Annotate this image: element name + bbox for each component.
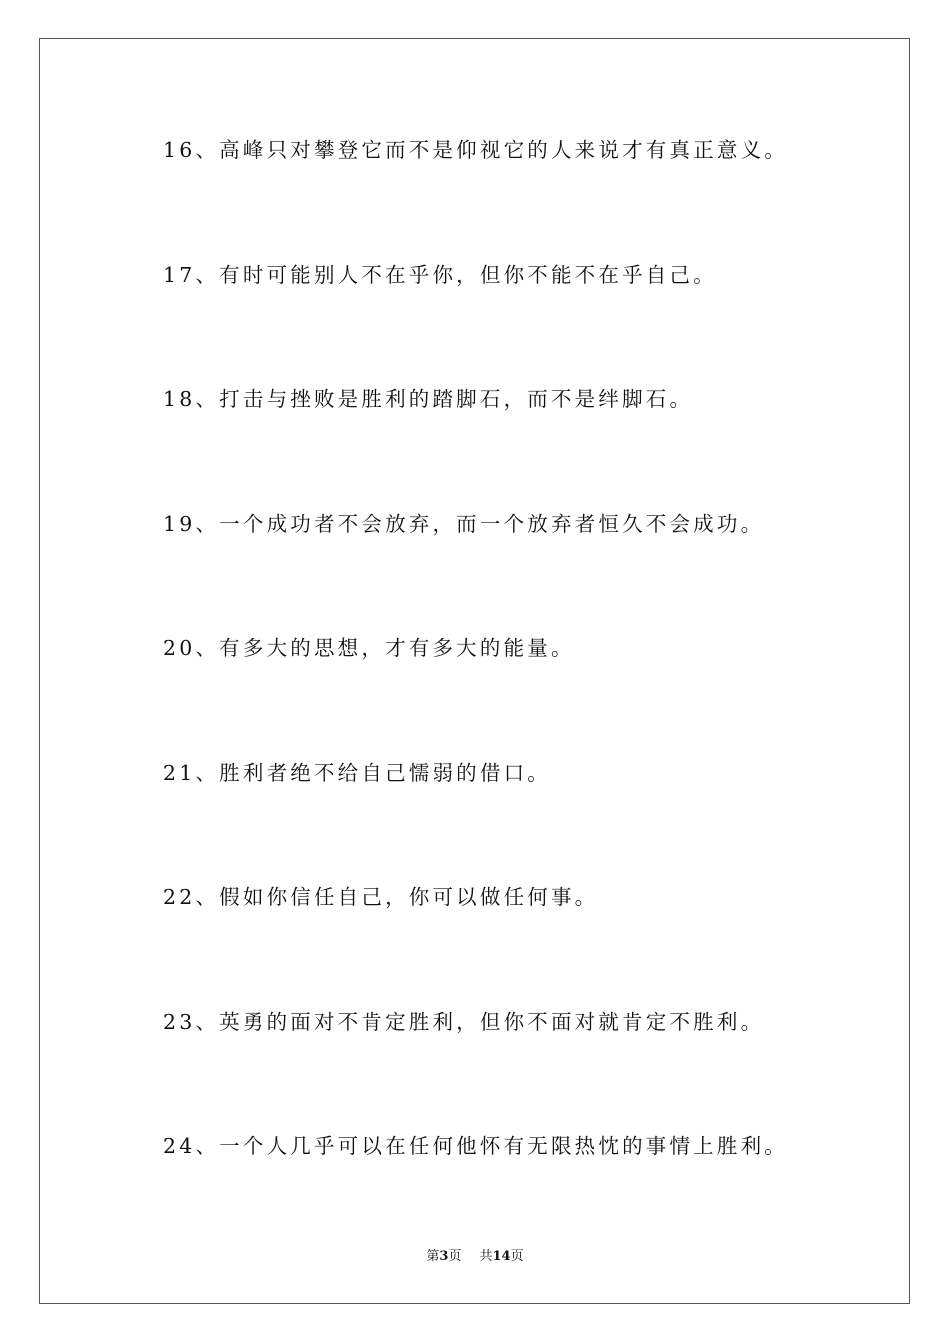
quote-17: 17、有时可能别人不在乎你，但你不能不在乎自己。 bbox=[163, 263, 717, 287]
total-pages: 14 bbox=[492, 1249, 511, 1264]
quote-23: 23、英勇的面对不肯定胜利，但你不面对就肯定不胜利。 bbox=[163, 1010, 765, 1034]
page-suffix: 页 bbox=[448, 1249, 462, 1264]
quote-19: 19、一个成功者不会放弃，而一个放弃者恒久不会成功。 bbox=[163, 512, 765, 536]
quote-18: 18、打击与挫败是胜利的踏脚石，而不是绊脚石。 bbox=[163, 387, 694, 411]
total-suffix: 页 bbox=[510, 1249, 524, 1264]
page-number: 3 bbox=[439, 1249, 449, 1264]
page-prefix: 第 bbox=[426, 1249, 440, 1264]
page-border bbox=[39, 38, 910, 1304]
quote-22: 22、假如你信任自己，你可以做任何事。 bbox=[163, 885, 599, 909]
total-prefix: 共 bbox=[479, 1249, 493, 1264]
quote-21: 21、胜利者绝不给自己懦弱的借口。 bbox=[163, 761, 551, 785]
quote-16: 16、高峰只对攀登它而不是仰视它的人来说才有真正意义。 bbox=[163, 138, 788, 162]
quote-24: 24、一个人几乎可以在任何他怀有无限热忱的事情上胜利。 bbox=[163, 1134, 788, 1158]
quote-20: 20、有多大的思想，才有多大的能量。 bbox=[163, 636, 575, 660]
page-footer bbox=[0, 1248, 950, 1266]
